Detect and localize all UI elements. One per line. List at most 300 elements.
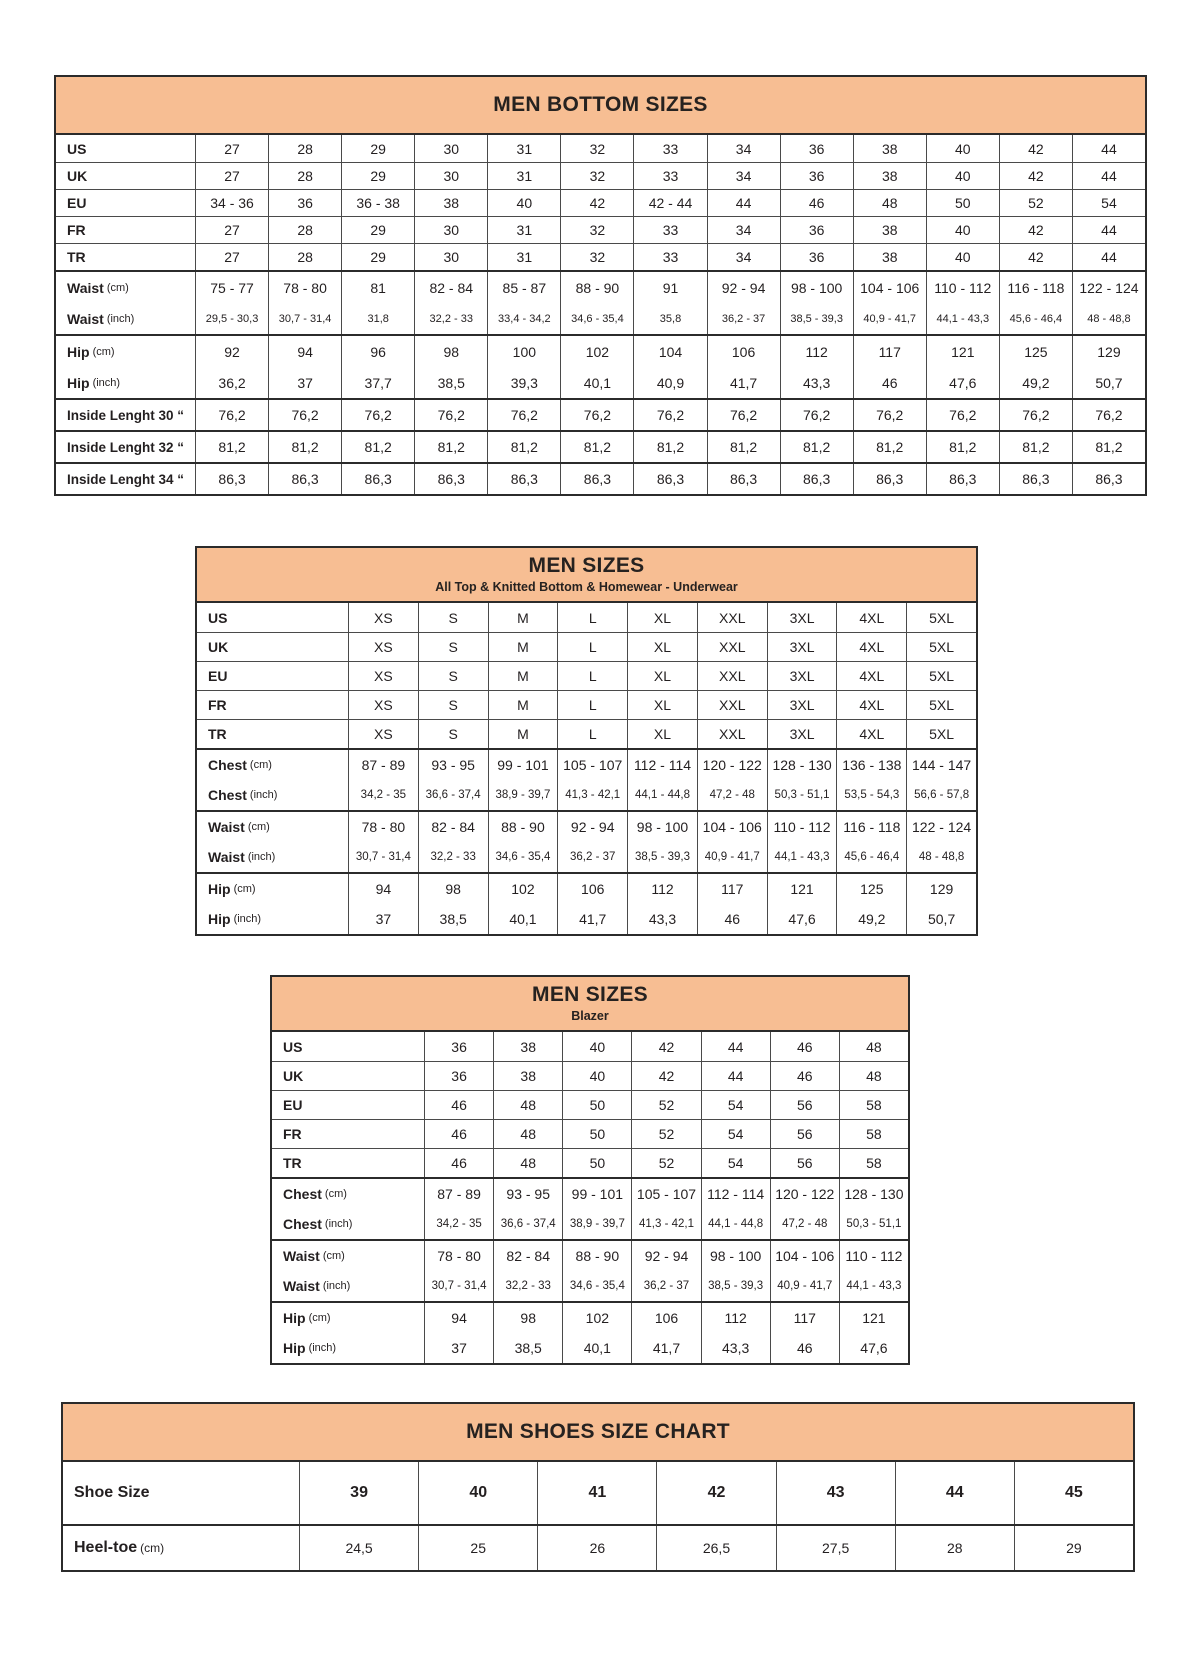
value-cell: 28: [268, 163, 341, 189]
value-cell: 32: [560, 244, 633, 270]
value-cell: 81,2: [268, 432, 341, 462]
value-cell: 112 - 114: [701, 1179, 770, 1209]
value-cell: 36,2 - 37: [557, 842, 627, 872]
value-cell: 112: [701, 1303, 770, 1333]
value-cell: 40,1: [560, 367, 633, 398]
row-label-text: Chest: [283, 1216, 322, 1232]
row-label-text: Waist: [208, 849, 245, 865]
value-cell: 44: [1072, 217, 1145, 243]
value-cell: 43,3: [780, 367, 853, 398]
table-row: [197, 719, 976, 748]
value-cell: 38,5: [493, 1333, 562, 1363]
table-block-measure: [197, 872, 976, 934]
value-cell: 54: [701, 1091, 770, 1119]
value-cell: 117: [853, 336, 926, 367]
value-cell: 30: [414, 163, 487, 189]
value-cell: 129: [1072, 336, 1145, 367]
value-cell: 76,2: [853, 400, 926, 430]
value-cell: 46: [780, 190, 853, 216]
value-cell: 88 - 90: [488, 812, 558, 842]
value-cell: 38: [414, 190, 487, 216]
value-cell: 49,2: [999, 367, 1072, 398]
row-label: [63, 1462, 299, 1524]
row-label-text: US: [208, 609, 228, 626]
value-cell: 34: [707, 244, 780, 270]
value-cell: 42: [560, 190, 633, 216]
value-cell: 86,3: [780, 464, 853, 494]
value-cell: 105 - 107: [557, 750, 627, 780]
value-cell: 26: [537, 1526, 656, 1570]
value-cell: 40: [487, 190, 560, 216]
value-cell: 86,3: [999, 464, 1072, 494]
table-block-measure: [197, 810, 976, 872]
table-row: [56, 400, 1145, 430]
table-subtitle: All Top & Knitted Bottom & Homewear - Underwear: [435, 579, 738, 594]
value-cell: 102: [562, 1303, 631, 1333]
size-chart-page: [0, 75, 1200, 1680]
value-cell: 82 - 84: [414, 272, 487, 303]
value-cell: 36: [268, 190, 341, 216]
value-cell: 50: [562, 1149, 631, 1177]
value-cell: 33: [633, 244, 706, 270]
value-cell: 42: [999, 163, 1072, 189]
row-label: [197, 780, 348, 810]
value-cell: 52: [999, 190, 1072, 216]
value-cell: XL: [627, 633, 697, 661]
value-cell: 49,2: [836, 904, 906, 934]
row-label-text: Hip: [208, 881, 231, 897]
row-label-text: Inside Lenght 30 “: [67, 407, 185, 423]
value-cell: 75 - 77: [195, 272, 268, 303]
value-cell: 99 - 101: [488, 750, 558, 780]
row-label: [272, 1271, 424, 1301]
value-cell: 29,5 - 30,3: [195, 303, 268, 334]
table-row: [272, 1061, 908, 1090]
row-label-text: Waist: [67, 279, 104, 296]
value-cell: 92 - 94: [707, 272, 780, 303]
value-cell: 92 - 94: [631, 1241, 700, 1271]
value-cell: 38,5: [414, 367, 487, 398]
table-block-measure: [272, 1239, 908, 1301]
value-cell: 32: [560, 163, 633, 189]
row-label-text: UK: [208, 639, 229, 655]
value-cell: 4XL: [836, 662, 906, 690]
value-cell: XXL: [697, 603, 767, 632]
table-title: MEN SIZES: [532, 983, 648, 1007]
value-cell: 112: [780, 336, 853, 367]
table-title: MEN SHOES SIZE CHART: [466, 1419, 730, 1443]
value-cell: 105 - 107: [631, 1179, 700, 1209]
value-cell: XS: [348, 691, 418, 719]
value-cell: 46: [853, 367, 926, 398]
value-cell: 104 - 106: [770, 1241, 839, 1271]
table-men-shoes-size-chart: [61, 1402, 1135, 1572]
row-label: [197, 874, 348, 904]
value-cell: 50: [926, 190, 999, 216]
row-label-text: Waist: [67, 310, 104, 327]
table-row: [197, 812, 976, 842]
table-row: [197, 874, 976, 904]
row-label-unit: (cm): [106, 281, 129, 294]
value-cell: 54: [1072, 190, 1145, 216]
table-row: [272, 1209, 908, 1239]
value-cell: 46: [424, 1091, 493, 1119]
value-cell: 29: [341, 135, 414, 162]
value-cell: 44,1 - 44,8: [627, 780, 697, 810]
row-label-text: Inside Lenght 34 “: [67, 471, 185, 487]
value-cell: 38,5 - 39,3: [701, 1271, 770, 1301]
value-cell: 36: [780, 217, 853, 243]
value-cell: 38: [493, 1062, 562, 1090]
value-cell: 32,2 - 33: [414, 303, 487, 334]
value-cell: 50: [562, 1120, 631, 1148]
row-label-text: Waist: [208, 819, 245, 835]
value-cell: 36,2 - 37: [707, 303, 780, 334]
value-cell: 56: [770, 1091, 839, 1119]
value-cell: 45: [1014, 1462, 1133, 1524]
value-cell: 54: [701, 1149, 770, 1177]
value-cell: S: [418, 691, 488, 719]
value-cell: 112 - 114: [627, 750, 697, 780]
value-cell: 42: [656, 1462, 775, 1524]
value-cell: 34,2 - 35: [424, 1209, 493, 1239]
row-label: [272, 1032, 424, 1061]
row-label-text: Shoe Size: [74, 1484, 150, 1501]
row-label-text: TR: [283, 1155, 302, 1171]
value-cell: 42: [631, 1032, 700, 1061]
value-cell: 82 - 84: [493, 1241, 562, 1271]
row-label-unit: (inch): [233, 913, 262, 925]
table-header: [197, 548, 976, 603]
value-cell: 41,7: [631, 1333, 700, 1363]
value-cell: 104 - 106: [853, 272, 926, 303]
value-cell: 44: [701, 1062, 770, 1090]
value-cell: 31,8: [341, 303, 414, 334]
value-cell: 42: [999, 135, 1072, 162]
value-cell: 50: [562, 1091, 631, 1119]
value-cell: 36 - 38: [341, 190, 414, 216]
value-cell: 46: [770, 1333, 839, 1363]
row-label-unit: (cm): [247, 821, 270, 833]
value-cell: 82 - 84: [418, 812, 488, 842]
table-row: [272, 1119, 908, 1148]
table-block-regions: [272, 1032, 908, 1177]
row-label-text: Hip: [67, 374, 90, 391]
value-cell: 81,2: [341, 432, 414, 462]
table-row: [197, 632, 976, 661]
row-label: [272, 1120, 424, 1148]
row-label: [56, 303, 195, 334]
row-label-unit: (inch): [247, 851, 276, 863]
value-cell: 41: [537, 1462, 656, 1524]
value-cell: 58: [839, 1120, 908, 1148]
value-cell: 50,3 - 51,1: [767, 780, 837, 810]
value-cell: 52: [631, 1149, 700, 1177]
row-label-text: UK: [67, 168, 88, 184]
table-row: [272, 1090, 908, 1119]
row-label-text: Hip: [208, 911, 231, 927]
value-cell: S: [418, 603, 488, 632]
value-cell: XS: [348, 603, 418, 632]
value-cell: 94: [424, 1303, 493, 1333]
value-cell: 106: [557, 874, 627, 904]
value-cell: XL: [627, 603, 697, 632]
value-cell: 3XL: [767, 691, 837, 719]
value-cell: 46: [770, 1032, 839, 1061]
value-cell: 86,3: [195, 464, 268, 494]
table-header: [272, 977, 908, 1032]
value-cell: 46: [770, 1062, 839, 1090]
value-cell: 34,6 - 35,4: [488, 842, 558, 872]
value-cell: 28: [268, 135, 341, 162]
value-cell: S: [418, 720, 488, 748]
value-cell: 3XL: [767, 603, 837, 632]
value-cell: 40,1: [562, 1333, 631, 1363]
table-row: [272, 1271, 908, 1301]
value-cell: 99 - 101: [562, 1179, 631, 1209]
row-label-text: EU: [67, 195, 87, 211]
value-cell: 38,5 - 39,3: [780, 303, 853, 334]
value-cell: 36: [780, 163, 853, 189]
value-cell: 37: [424, 1333, 493, 1363]
table-row: [56, 162, 1145, 189]
value-cell: 125: [999, 336, 1072, 367]
value-cell: M: [488, 662, 558, 690]
row-label-text: Hip: [67, 343, 90, 360]
value-cell: 112: [627, 874, 697, 904]
value-cell: 86,3: [268, 464, 341, 494]
value-cell: 3XL: [767, 720, 837, 748]
row-label-unit: (inch): [249, 789, 278, 801]
value-cell: 117: [770, 1303, 839, 1333]
table-block-single: [56, 398, 1145, 430]
value-cell: 81,2: [926, 432, 999, 462]
value-cell: 42: [999, 217, 1072, 243]
row-label: [56, 336, 195, 367]
value-cell: 81,2: [195, 432, 268, 462]
value-cell: 39: [299, 1462, 418, 1524]
row-label: [56, 217, 195, 243]
value-cell: 122 - 124: [906, 812, 976, 842]
value-cell: 102: [488, 874, 558, 904]
value-cell: 50,3 - 51,1: [839, 1209, 908, 1239]
value-cell: 86,3: [414, 464, 487, 494]
value-cell: 4XL: [836, 633, 906, 661]
row-label: [56, 135, 195, 162]
value-cell: 78 - 80: [348, 812, 418, 842]
value-cell: 35,8: [633, 303, 706, 334]
row-label-text: Chest: [208, 757, 247, 773]
value-cell: M: [488, 603, 558, 632]
value-cell: 43,3: [627, 904, 697, 934]
value-cell: 56: [770, 1149, 839, 1177]
value-cell: XL: [627, 691, 697, 719]
value-cell: 44,1 - 43,3: [767, 842, 837, 872]
value-cell: M: [488, 633, 558, 661]
row-label-unit: (cm): [233, 883, 256, 895]
value-cell: L: [557, 603, 627, 632]
table-row: [197, 603, 976, 632]
value-cell: 106: [707, 336, 780, 367]
row-label-text: Hip: [283, 1310, 306, 1326]
row-label-unit: (inch): [322, 1280, 351, 1292]
value-cell: 116 - 118: [999, 272, 1072, 303]
value-cell: 34,2 - 35: [348, 780, 418, 810]
value-cell: 40,9 - 41,7: [853, 303, 926, 334]
table-block-single: [56, 462, 1145, 494]
value-cell: 58: [839, 1091, 908, 1119]
value-cell: 29: [1014, 1526, 1133, 1570]
value-cell: 38: [853, 217, 926, 243]
value-cell: 3XL: [767, 633, 837, 661]
value-cell: 78 - 80: [268, 272, 341, 303]
value-cell: 76,2: [487, 400, 560, 430]
value-cell: 106: [631, 1303, 700, 1333]
table-men-sizes-tops: [195, 546, 978, 936]
table-subtitle: Blazer: [571, 1008, 609, 1023]
value-cell: 31: [487, 244, 560, 270]
row-label-unit: (cm): [308, 1312, 331, 1324]
table-row: [272, 1333, 908, 1363]
row-label-text: US: [67, 140, 87, 157]
value-cell: 87 - 89: [348, 750, 418, 780]
value-cell: 50,7: [1072, 367, 1145, 398]
value-cell: 98: [493, 1303, 562, 1333]
row-label-text: FR: [208, 697, 227, 713]
row-label-unit: (inch): [308, 1342, 337, 1354]
value-cell: 38: [853, 135, 926, 162]
value-cell: 31: [487, 163, 560, 189]
row-label: [56, 244, 195, 270]
row-label-unit: (cm): [324, 1188, 347, 1200]
value-cell: 56: [770, 1120, 839, 1148]
value-cell: 76,2: [414, 400, 487, 430]
value-cell: 76,2: [633, 400, 706, 430]
value-cell: 120 - 122: [697, 750, 767, 780]
row-label-unit: (cm): [140, 1541, 165, 1555]
value-cell: 5XL: [906, 691, 976, 719]
value-cell: 36: [780, 244, 853, 270]
value-cell: 38,9 - 39,7: [488, 780, 558, 810]
row-label-text: TR: [208, 726, 227, 742]
row-label-unit: (inch): [92, 376, 121, 389]
value-cell: 44,1 - 43,3: [926, 303, 999, 334]
value-cell: 34: [707, 217, 780, 243]
table-row: [56, 464, 1145, 494]
value-cell: M: [488, 691, 558, 719]
value-cell: 87 - 89: [424, 1179, 493, 1209]
row-label-text: Hip: [283, 1340, 306, 1356]
row-label-unit: (cm): [249, 759, 272, 771]
value-cell: 40: [926, 163, 999, 189]
value-cell: 121: [926, 336, 999, 367]
value-cell: 81,2: [1072, 432, 1145, 462]
table-row: [272, 1179, 908, 1209]
value-cell: 29: [341, 217, 414, 243]
row-label-unit: (cm): [92, 345, 115, 358]
value-cell: 30,7 - 31,4: [268, 303, 341, 334]
value-cell: 33: [633, 135, 706, 162]
table-block-measure: [56, 270, 1145, 334]
value-cell: 46: [424, 1149, 493, 1177]
value-cell: 136 - 138: [836, 750, 906, 780]
value-cell: 36: [780, 135, 853, 162]
value-cell: S: [418, 633, 488, 661]
value-cell: 76,2: [1072, 400, 1145, 430]
value-cell: 36,6 - 37,4: [493, 1209, 562, 1239]
value-cell: 98: [414, 336, 487, 367]
value-cell: 86,3: [853, 464, 926, 494]
value-cell: 81,2: [853, 432, 926, 462]
table-block-measure: [272, 1177, 908, 1239]
value-cell: 37: [268, 367, 341, 398]
value-cell: 45,6 - 46,4: [836, 842, 906, 872]
value-cell: XXL: [697, 691, 767, 719]
row-label: [197, 750, 348, 780]
value-cell: 86,3: [341, 464, 414, 494]
row-label-text: Heel-toe: [74, 1539, 138, 1556]
value-cell: 44,1 - 43,3: [839, 1271, 908, 1301]
value-cell: 32,2 - 33: [493, 1271, 562, 1301]
row-label: [272, 1149, 424, 1177]
value-cell: 48 - 48,8: [1072, 303, 1145, 334]
value-cell: 40: [562, 1032, 631, 1061]
row-label-unit: (inch): [106, 312, 135, 325]
value-cell: 40: [926, 135, 999, 162]
value-cell: 52: [631, 1120, 700, 1148]
value-cell: 104: [633, 336, 706, 367]
table-title: MEN BOTTOM SIZES: [493, 92, 708, 116]
value-cell: 36: [424, 1032, 493, 1061]
table-row: [56, 303, 1145, 334]
value-cell: 30,7 - 31,4: [348, 842, 418, 872]
value-cell: 28: [268, 217, 341, 243]
value-cell: 44: [895, 1462, 1014, 1524]
value-cell: 36,2 - 37: [631, 1271, 700, 1301]
value-cell: 28: [895, 1526, 1014, 1570]
value-cell: 30: [414, 217, 487, 243]
value-cell: 24,5: [299, 1526, 418, 1570]
value-cell: 5XL: [906, 662, 976, 690]
value-cell: 128 - 130: [767, 750, 837, 780]
row-label-text: UK: [283, 1068, 304, 1084]
value-cell: 25: [418, 1526, 537, 1570]
value-cell: 47,6: [926, 367, 999, 398]
value-cell: 76,2: [999, 400, 1072, 430]
row-label: [197, 691, 348, 719]
value-cell: 110 - 112: [839, 1241, 908, 1271]
value-cell: 33: [633, 217, 706, 243]
value-cell: 47,2 - 48: [697, 780, 767, 810]
value-cell: 110 - 112: [767, 812, 837, 842]
value-cell: 76,2: [926, 400, 999, 430]
row-label: [56, 190, 195, 216]
value-cell: 46: [697, 904, 767, 934]
value-cell: 76,2: [195, 400, 268, 430]
value-cell: 39,3: [487, 367, 560, 398]
row-label-text: Waist: [283, 1278, 320, 1294]
row-label: [197, 720, 348, 748]
value-cell: 76,2: [780, 400, 853, 430]
row-label: [63, 1526, 299, 1570]
value-cell: 41,7: [707, 367, 780, 398]
value-cell: 38,9 - 39,7: [562, 1209, 631, 1239]
row-label: [272, 1179, 424, 1209]
value-cell: 32: [560, 135, 633, 162]
value-cell: 41,3 - 42,1: [631, 1209, 700, 1239]
value-cell: 33,4 - 34,2: [487, 303, 560, 334]
value-cell: 26,5: [656, 1526, 775, 1570]
